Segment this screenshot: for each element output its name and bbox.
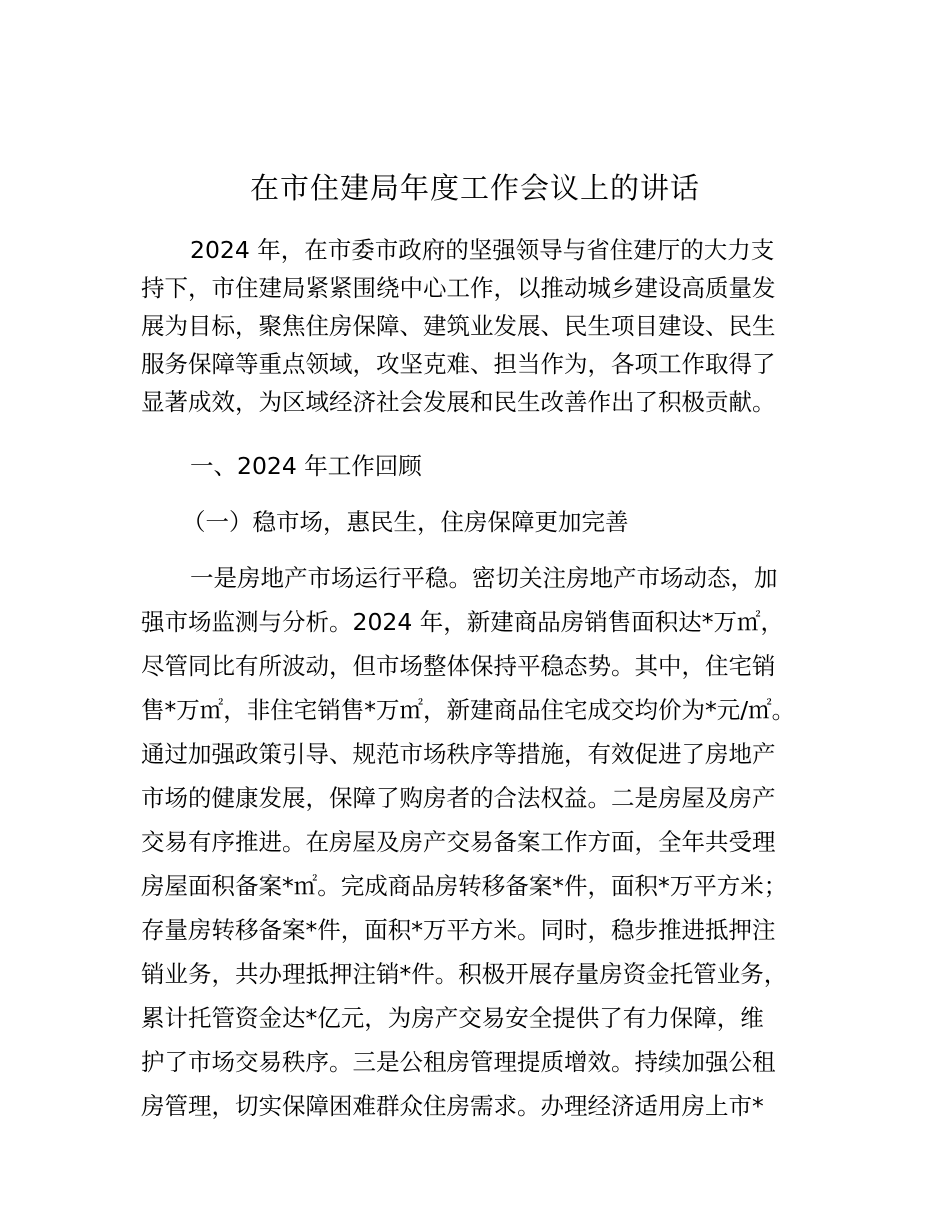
body-line: 护了市场交易秩序。三是公租房管理提质增效。持续加强公租 [141,1048,776,1076]
body-line: 通过加强政策引导、规范市场秩序等措施，有效促进了房地产 [141,740,776,768]
body-line: 售*万㎡，非住宅销售*万㎡，新建商品住宅成交均价为*元/㎡。 [141,696,796,724]
body-line: 2024 年，在市委市政府的坚强领导与省住建厅的大力支 [190,236,775,264]
body-line: 持下，市住建局紧紧围绕中心工作，以推动城乡建设高质量发 [141,274,776,302]
body-line: 尽管同比有所波动，但市场整体保持平稳态势。其中，住宅销 [141,652,776,680]
body-line: 房管理，切实保障困难群众住房需求。办理经济适用房上市* [141,1092,764,1120]
body-line: 销业务，共办理抵押注销*件。积极开展存量房资金托管业务， [141,960,788,988]
body-line: 显著成效，为区域经济社会发展和民生改善作出了积极贡献。 [141,388,776,416]
body-line: 房屋面积备案*㎡。完成商品房转移备案*件，面积*万平方米； [141,872,788,900]
body-line: 展为目标，聚焦住房保障、建筑业发展、民生项目建设、民生 [141,312,776,340]
body-line: 一是房地产市场运行平稳。密切关注房地产市场动态，加 [190,564,778,592]
body-line: 存量房转移备案*件，面积*万平方米。同时，稳步推进抵押注 [141,916,776,944]
body-line: 市场的健康发展，保障了购房者的合法权益。二是房屋及房产 [141,784,776,812]
body-line: 累计托管资金达*亿元，为房产交易安全提供了有力保障，维 [141,1004,764,1032]
subsection-heading: （一）稳市场，惠民生，住房保障更加完善 [182,508,629,536]
body-line: 交易有序推进。在房屋及房产交易备案工作方面，全年共受理 [141,828,776,856]
section-heading: 一、2024 年工作回顾 [190,452,422,480]
body-line: 强市场监测与分析。2024 年，新建商品房销售面积达*万㎡， [141,608,785,636]
page-title: 在市住建局年度工作会议上的讲话 [249,171,700,205]
body-line: 服务保障等重点领域，攻坚克难、担当作为，各项工作取得了 [141,350,776,378]
